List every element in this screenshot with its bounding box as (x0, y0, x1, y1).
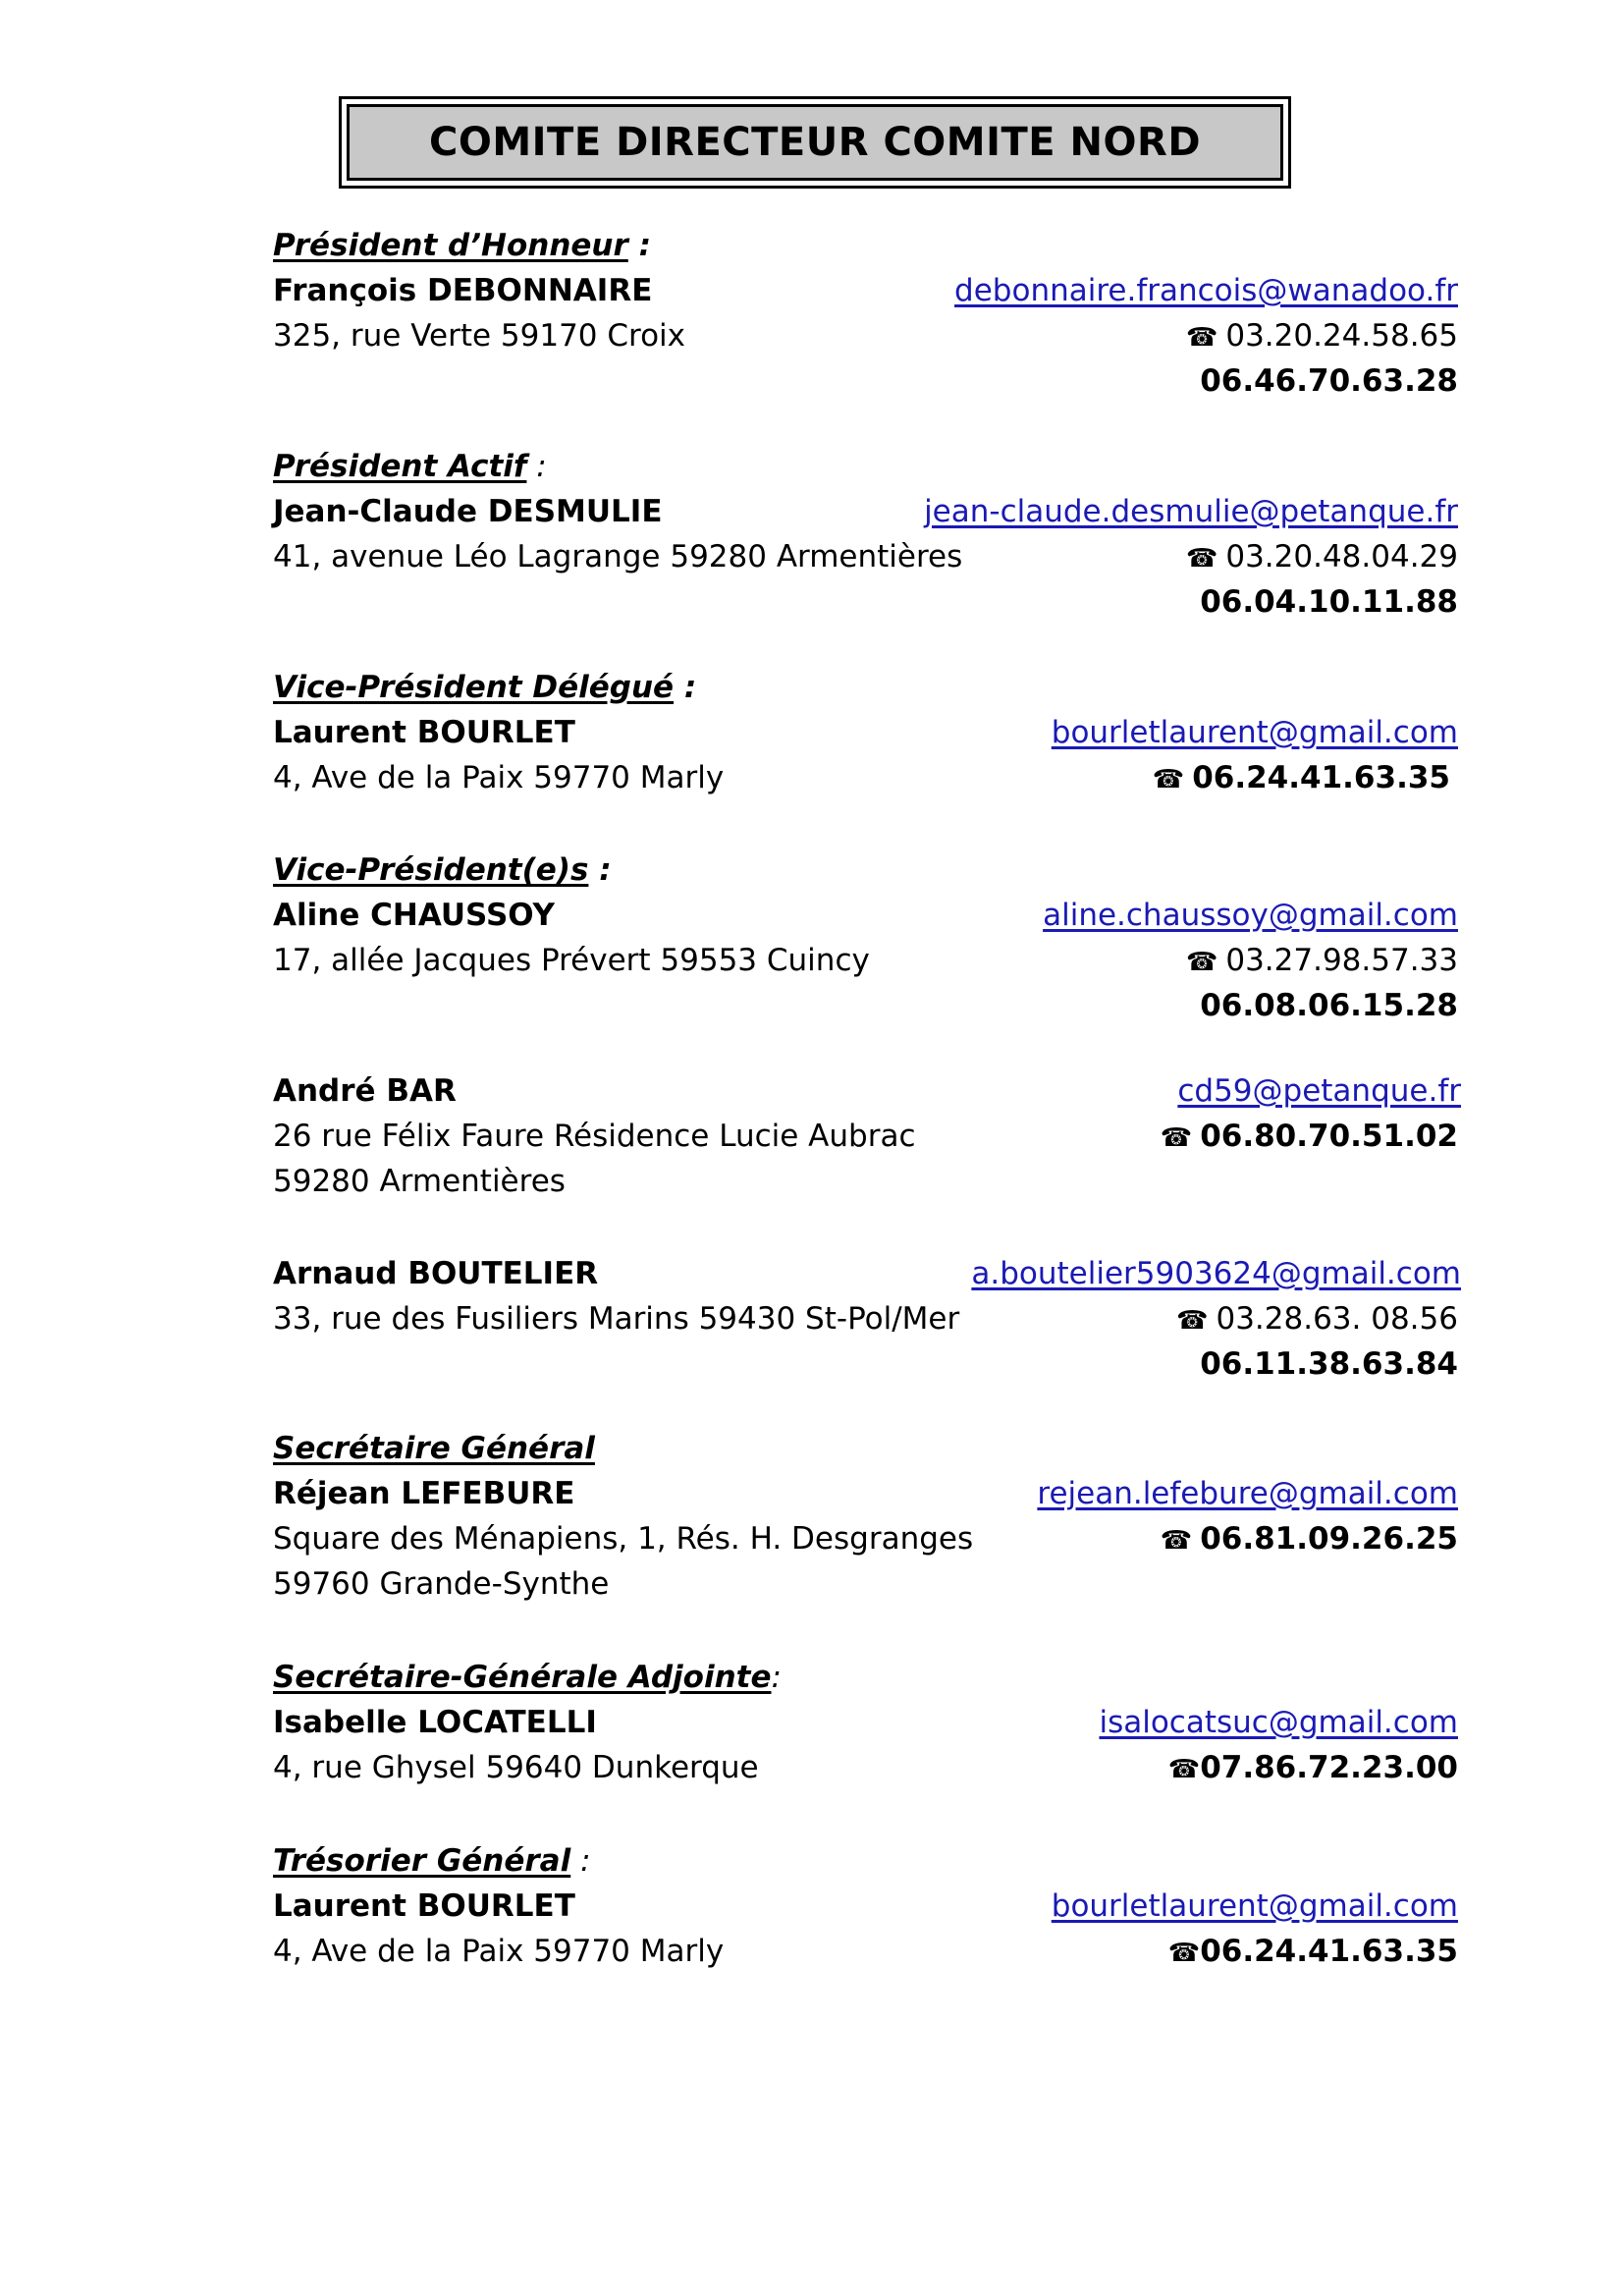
title-box (339, 96, 1291, 189)
phone-number: ☎ 03.20.48.04.29 (1185, 539, 1458, 574)
mobile-number: 06.11.38.63.84 (1200, 1346, 1458, 1382)
phone-number: ☎ 03.20.24.58.65 (1185, 318, 1458, 354)
member-address: 325, rue Verte 59170 Croix (273, 318, 685, 354)
section-label-vice-president-delegue: Vice-Président Délégué : (273, 670, 697, 705)
phone-number: ☎07.86.72.23.00 (1167, 1750, 1458, 1785)
telephone-icon: ☎ (1167, 1755, 1201, 1784)
title-inner (347, 104, 1283, 181)
member-name: André BAR (273, 1073, 457, 1109)
phone-number: ☎ 06.80.70.51.02 (1160, 1119, 1458, 1154)
telephone-icon: ☎ (1185, 948, 1218, 977)
telephone-icon: ☎ (1167, 1939, 1201, 1968)
member-address: 59760 Grande-Synthe (273, 1566, 610, 1602)
phone-number: ☎06.24.41.63.35 (1167, 1934, 1458, 1969)
section-label-tresorier-general: Trésorier Général : (273, 1843, 591, 1879)
email-link[interactable]: bourletlaurent@gmail.com (1051, 715, 1458, 750)
member-name: Laurent BOURLET (273, 1888, 575, 1924)
telephone-icon: ☎ (1185, 544, 1218, 574)
member-name: Arnaud BOUTELIER (273, 1256, 599, 1291)
section-label-president-actif: Président Actif : (273, 449, 547, 484)
email-link[interactable]: cd59@petanque.fr (1177, 1073, 1461, 1109)
telephone-icon: ☎ (1160, 1123, 1193, 1153)
member-name: Laurent BOURLET (273, 715, 575, 750)
section-label-president-honneur: Président d’Honneur : (273, 228, 651, 263)
phone-number: ☎ 06.81.09.26.25 (1160, 1521, 1458, 1557)
member-name: Isabelle LOCATELLI (273, 1705, 597, 1740)
member-address: 41, avenue Léo Lagrange 59280 Armentières (273, 539, 963, 574)
member-address: Square des Ménapiens, 1, Rés. H. Desgranges (273, 1521, 974, 1557)
member-address: 4, Ave de la Paix 59770 Marly (273, 1934, 725, 1969)
page-title: COMITE DIRECTEUR COMITE NORD (428, 120, 1202, 165)
email-link[interactable]: a.boutelier5903624@gmail.com (971, 1256, 1461, 1291)
member-address: 59280 Armentières (273, 1164, 566, 1199)
email-link[interactable]: debonnaire.francois@wanadoo.fr (954, 273, 1458, 308)
member-name: François DEBONNAIRE (273, 273, 653, 308)
telephone-icon: ☎ (1185, 323, 1218, 353)
phone-number: ☎ 03.28.63. 08.56 (1176, 1301, 1458, 1337)
telephone-icon: ☎ (1152, 765, 1185, 794)
mobile-number: 06.04.10.11.88 (1200, 584, 1458, 620)
mobile-number: 06.46.70.63.28 (1200, 363, 1458, 399)
email-link[interactable]: jean-claude.desmulie@petanque.fr (924, 494, 1458, 529)
member-address: 33, rue des Fusiliers Marins 59430 St-Pol/Mer (273, 1301, 960, 1337)
email-link[interactable]: isalocatsuc@gmail.com (1099, 1705, 1458, 1740)
member-address: 17, allée Jacques Prévert 59553 Cuincy (273, 943, 870, 978)
email-link[interactable]: rejean.lefebure@gmail.com (1037, 1476, 1458, 1511)
telephone-icon: ☎ (1176, 1306, 1209, 1336)
member-address: 4, Ave de la Paix 59770 Marly (273, 760, 725, 795)
phone-number: ☎ 06.24.41.63.35 (1152, 760, 1450, 795)
member-name: Aline CHAUSSOY (273, 898, 555, 933)
section-label-secretaire-adjointe: Secrétaire-Générale Adjointe: (273, 1660, 782, 1695)
email-link[interactable]: bourletlaurent@gmail.com (1051, 1888, 1458, 1924)
member-name: Réjean LEFEBURE (273, 1476, 575, 1511)
telephone-icon: ☎ (1160, 1526, 1193, 1556)
member-address: 4, rue Ghysel 59640 Dunkerque (273, 1750, 759, 1785)
phone-number: ☎ 03.27.98.57.33 (1185, 943, 1458, 978)
email-link[interactable]: aline.chaussoy@gmail.com (1043, 898, 1458, 933)
section-label-vice-presidents: Vice-Président(e)s : (273, 852, 612, 888)
member-address: 26 rue Félix Faure Résidence Lucie Aubrac (273, 1119, 916, 1154)
section-label-secretaire-general: Secrétaire Général (273, 1431, 595, 1466)
member-name: Jean-Claude DESMULIE (273, 494, 663, 529)
mobile-number: 06.08.06.15.28 (1200, 988, 1458, 1023)
